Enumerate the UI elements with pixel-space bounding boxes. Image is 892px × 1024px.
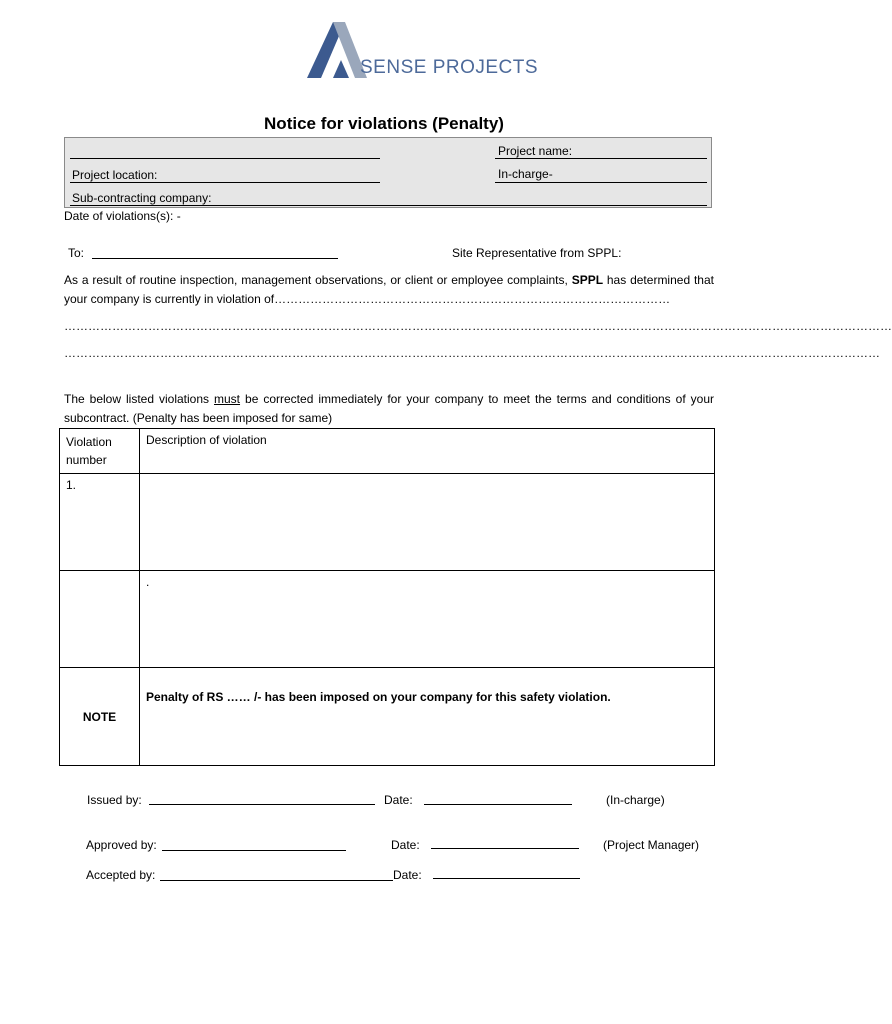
issued-by-field[interactable] [149, 804, 375, 805]
issued-date-field[interactable] [424, 804, 572, 805]
project-name-line[interactable] [70, 158, 380, 159]
paragraph-text-before: As a result of routine inspection, management observations, or client or employee complaints, [64, 273, 572, 287]
accepted-by-field[interactable] [160, 880, 393, 881]
violation-number-header: Violation number [60, 429, 140, 474]
paragraph-bold-sppl: SPPL [571, 273, 604, 287]
approved-by-field[interactable] [162, 850, 346, 851]
issued-date-label: Date: [384, 793, 413, 807]
sub-contracting-field[interactable] [70, 205, 707, 206]
date-of-violations-label: Date of violations(s): - [64, 209, 181, 223]
to-field[interactable] [92, 258, 338, 259]
violation-paragraph [64, 271, 714, 309]
project-location-label: Project location: [72, 168, 158, 182]
paragraph-text-after: has determined that your company is currently in violation of……………………………………………………………………………………… [64, 273, 714, 306]
penalty-text[interactable]: Penalty of RS …… /- has been imposed on your company for this safety violation. [140, 668, 715, 766]
to-label: To: [68, 246, 85, 260]
description-header: Description of violation [140, 429, 715, 474]
violations-table [59, 428, 715, 766]
site-representative-label: Site Representative from SPPL: [452, 246, 622, 260]
project-name-label: Project name: [498, 144, 573, 158]
project-location-field[interactable] [70, 182, 380, 183]
accepted-date-label: Date: [393, 868, 422, 882]
dotted-line-2[interactable]: …………………………………………………………………………………………………………………………………………………………………………………… [64, 346, 880, 360]
accepted-date-field[interactable] [433, 878, 580, 879]
company-name: SENSE PROJECTS [360, 57, 539, 78]
table-header-row [60, 429, 715, 474]
approved-date-label: Date: [391, 838, 420, 852]
correction-paragraph [64, 390, 714, 428]
dotted-line-1[interactable]: ……………………………………………………………………………………………………………………………………………………………………………………… [64, 319, 892, 333]
project-name-field[interactable] [495, 158, 707, 159]
page-title: Notice for violations (Penalty) [264, 114, 504, 133]
in-charge-label: In-charge- [498, 167, 553, 181]
approved-date-field[interactable] [431, 848, 579, 849]
violation-number-cell[interactable]: 1. [60, 474, 140, 571]
note-row [60, 668, 715, 766]
paragraph2-text-after: be corrected immediately for your company to meet the terms and conditions of your subcontract. (Penalty has been imposed for same) [64, 392, 714, 425]
project-manager-role: (Project Manager) [603, 838, 700, 852]
table-row [60, 571, 715, 668]
violation-description-cell[interactable] [140, 474, 715, 571]
in-charge-field[interactable] [495, 182, 707, 183]
violation-number-cell[interactable] [60, 571, 140, 668]
table-row [60, 474, 715, 571]
in-charge-role: (In-charge) [606, 793, 665, 807]
issued-by-label: Issued by: [87, 793, 142, 807]
paragraph2-text-before: The below listed violations [64, 392, 215, 406]
note-label: NOTE [60, 668, 140, 766]
accepted-by-label: Accepted by: [86, 868, 156, 882]
paragraph2-underlined-must: must [214, 392, 241, 406]
violation-description-cell[interactable]: . [140, 571, 715, 668]
sub-contracting-label: Sub-contracting company: [72, 191, 212, 205]
project-info-box [64, 137, 712, 208]
approved-by-label: Approved by: [86, 838, 157, 852]
